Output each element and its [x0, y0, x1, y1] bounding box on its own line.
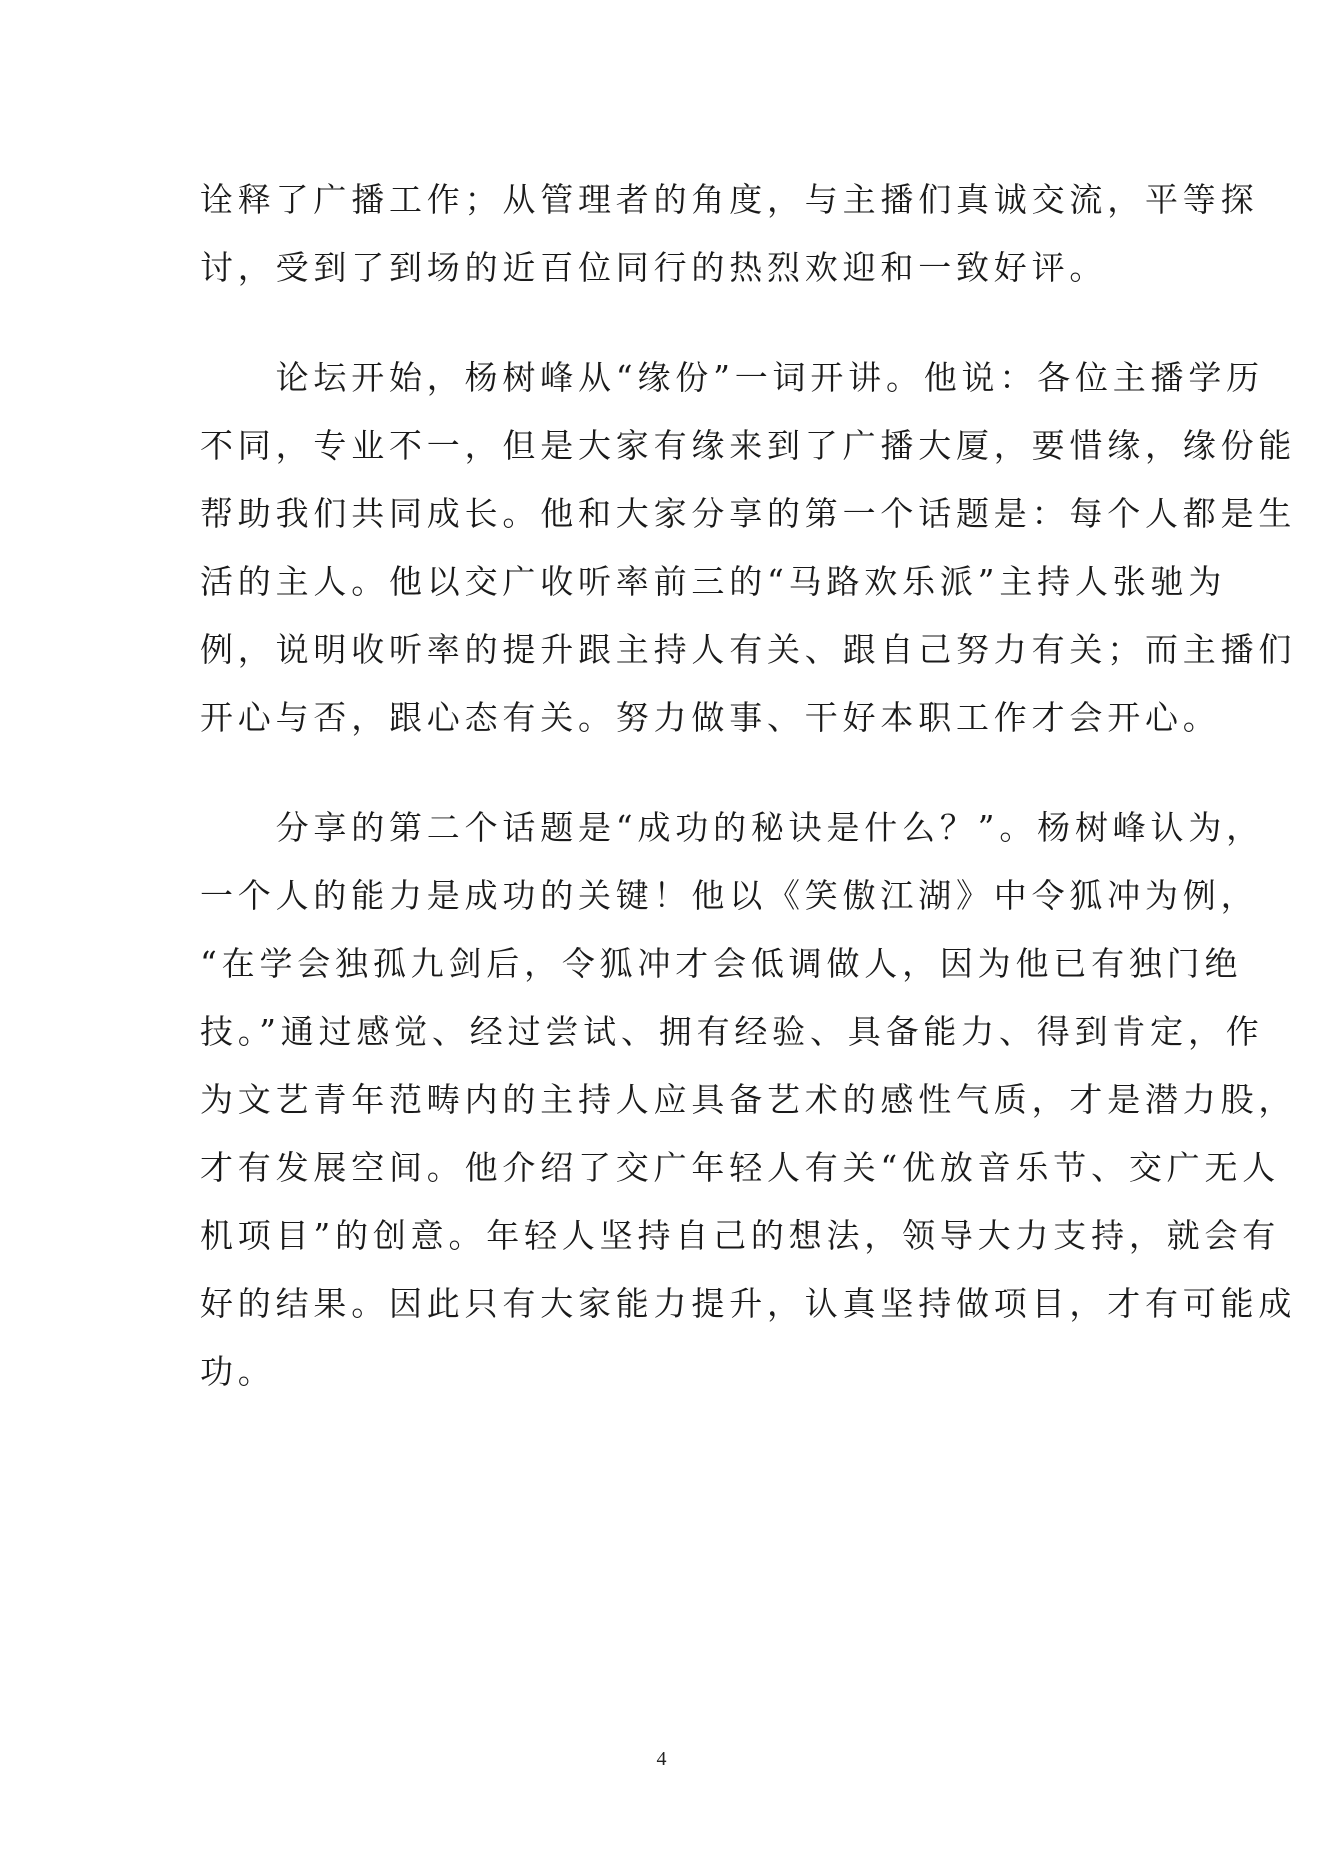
text-line: 活的主人。他以交广收听率前三的“马路欢乐派”主持人张驰为 — [200, 562, 1227, 601]
text-line: 例，说明收听率的提升跟主持人有关、跟自己努力有关；而主播们 — [200, 630, 1297, 669]
paragraph-1 — [200, 166, 1259, 302]
text-line: 开心与否，跟心态有关。努力做事、干好本职工作才会开心。 — [200, 698, 1221, 737]
text-line: 论坛开始，杨树峰从“缘份”一词开讲。他说：各位主播学历 — [200, 358, 1264, 397]
text-line: 功。 — [200, 1352, 276, 1391]
text-line: 讨，受到了到场的近百位同行的热烈欢迎和一致好评。 — [200, 248, 1108, 287]
text-line: 技。”通过感觉、经过尝试、拥有经验、具备能力、得到肯定，作 — [200, 1012, 1264, 1051]
text-line: 才有发展空间。他介绍了交广年轻人有关“优放音乐节、交广无人 — [200, 1148, 1281, 1187]
paragraph-2 — [200, 344, 1297, 752]
text-line: 不同，专业不一，但是大家有缘来到了广播大厦，要惜缘，缘份能 — [200, 426, 1297, 465]
text-line: 帮助我们共同成长。他和大家分享的第一个话题是：每个人都是生 — [200, 494, 1297, 533]
text-line: 一个人的能力是成功的关键！他以《笑傲江湖》中令狐冲为例， — [200, 876, 1259, 915]
text-line: 分享的第二个话题是“成功的秘诀是什么？”。杨树峰认为， — [200, 808, 1264, 847]
paragraph-3 — [200, 794, 1297, 1406]
text-line: 为文艺青年范畴内的主持人应具备艺术的感性气质，才是潜力股， — [200, 1080, 1297, 1119]
page-number: 4 — [656, 1748, 667, 1770]
document-body — [200, 166, 1297, 1448]
text-line: “在学会独孤九剑后，令狐冲才会低调做人，因为他已有独门绝 — [200, 944, 1243, 983]
text-line: 好的结果。因此只有大家能力提升，认真坚持做项目，才有可能成 — [200, 1284, 1297, 1323]
text-line: 诠释了广播工作；从管理者的角度，与主播们真诚交流，平等探 — [200, 180, 1259, 219]
text-line: 机项目”的创意。年轻人坚持自己的想法，领导大力支持，就会有 — [200, 1216, 1281, 1255]
